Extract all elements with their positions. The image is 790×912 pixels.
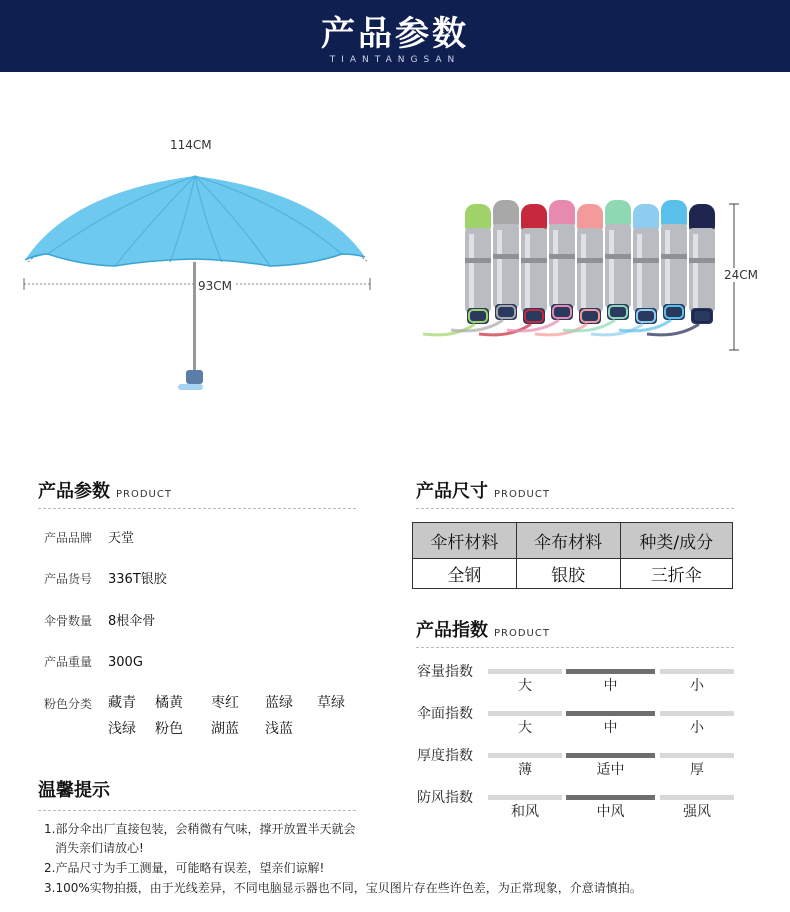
index-level: 强风 — [683, 804, 711, 820]
note-line: 3.100%实物拍摄，由于光线差异，不同电脑显示器也不同，宝贝图片存在些许色差，为正常现象，介意请慎拍。 — [44, 881, 642, 895]
color-option: 橘黄 — [155, 695, 183, 711]
index-title-en: PRODUCT — [494, 628, 550, 639]
umbrella-canopy — [25, 176, 365, 266]
banner-subtitle: TIANTANGSAN — [329, 55, 461, 65]
index-level: 大 — [518, 720, 532, 736]
color-option: 草绿 — [317, 695, 345, 711]
param-key: 伞骨数量 — [44, 614, 93, 628]
index-level: 薄 — [518, 762, 532, 778]
index-bar — [660, 669, 734, 674]
index-bar-selected — [566, 795, 655, 800]
index-level: 小 — [690, 720, 704, 736]
param-key: 产品重量 — [44, 655, 93, 669]
index-bar — [488, 795, 562, 800]
size-value-fabric: 银胶 — [516, 559, 620, 589]
index-section-title — [416, 620, 550, 645]
index-bar — [660, 711, 734, 716]
index-level: 和风 — [511, 804, 539, 820]
params-title-en: PRODUCT — [116, 489, 172, 500]
index-level: 中 — [603, 720, 618, 736]
index-bar — [488, 669, 562, 674]
note-line: 2.产品尺寸为手工测量，可能略有误差，望亲们谅解! — [44, 861, 325, 875]
index-title-text: 产品指数 — [416, 620, 488, 641]
param-key: 粉色分类 — [44, 697, 93, 711]
size-table-value-row — [413, 559, 733, 589]
size-header-shaft: 伞杆材料 — [413, 523, 517, 559]
product-images — [0, 72, 790, 432]
size-header-type: 种类/成分 — [620, 523, 732, 559]
size-title-en: PRODUCT — [494, 489, 550, 500]
size-divider — [416, 508, 734, 509]
param-key: 产品货号 — [44, 572, 93, 586]
folded-umbrella — [423, 204, 491, 335]
color-option: 粉色 — [155, 721, 183, 737]
index-bar-selected — [566, 753, 655, 758]
note-line: 消失亲们请放心! — [55, 841, 144, 855]
color-option: 湖蓝 — [211, 721, 239, 737]
width-dimension-label: 114CM — [170, 138, 212, 152]
size-value-type: 三折伞 — [620, 559, 732, 589]
param-row-weight — [44, 654, 143, 671]
umbrella-handle — [186, 370, 203, 384]
size-table-header-row — [413, 523, 733, 559]
param-row-ribs — [44, 613, 155, 630]
banner-title: 产品参数 — [321, 14, 469, 54]
param-value: 8根伞骨 — [108, 614, 156, 629]
folded-umbrellas — [423, 200, 715, 335]
size-table — [412, 522, 733, 589]
param-value: 天堂 — [108, 531, 135, 546]
index-bar-selected — [566, 711, 655, 716]
size-value-shaft: 全钢 — [413, 559, 517, 589]
index-level: 小 — [690, 678, 704, 694]
color-option: 浅蓝 — [265, 721, 293, 737]
param-key: 产品品牌 — [44, 531, 93, 545]
param-value: 336T银胶 — [108, 572, 167, 587]
index-level: 中风 — [596, 804, 625, 820]
length-dimension-label: 93CM — [198, 279, 233, 293]
index-level: 大 — [518, 678, 532, 694]
index-label: 防风指数 — [417, 790, 473, 806]
index-bar — [660, 795, 734, 800]
index-divider — [416, 647, 734, 648]
umbrella-illustration — [0, 72, 790, 432]
param-row-model — [44, 571, 167, 588]
folded-dimension-label: 24CM — [724, 268, 759, 282]
index-level: 适中 — [596, 762, 625, 778]
color-option: 蓝绿 — [265, 695, 293, 711]
params-section-title — [38, 481, 172, 506]
color-option: 藏青 — [108, 695, 136, 711]
param-row-brand — [44, 530, 134, 547]
notes-divider — [38, 810, 356, 811]
param-row-colors — [44, 696, 108, 712]
params-title-text: 产品参数 — [38, 481, 110, 502]
size-header-fabric: 伞布材料 — [516, 523, 620, 559]
color-option: 枣红 — [211, 695, 239, 711]
index-level: 中 — [603, 678, 618, 694]
index-label: 伞面指数 — [417, 706, 473, 722]
notes-title: 温馨提示 — [38, 780, 110, 801]
size-title-text: 产品尺寸 — [416, 481, 488, 502]
color-option: 浅绿 — [108, 721, 136, 737]
header-banner — [0, 0, 790, 72]
size-section-title — [416, 481, 550, 506]
index-level: 厚 — [690, 762, 704, 778]
index-label: 容量指数 — [417, 664, 473, 680]
index-bar — [488, 753, 562, 758]
params-divider — [38, 508, 356, 509]
index-bar — [660, 753, 734, 758]
index-bar-selected — [566, 669, 655, 674]
index-label: 厚度指数 — [417, 748, 473, 764]
note-line: 1.部分伞出厂直接包装，会稍微有气味，撑开放置半天就会 — [44, 822, 356, 836]
param-value: 300G — [108, 655, 143, 670]
index-bar — [488, 711, 562, 716]
